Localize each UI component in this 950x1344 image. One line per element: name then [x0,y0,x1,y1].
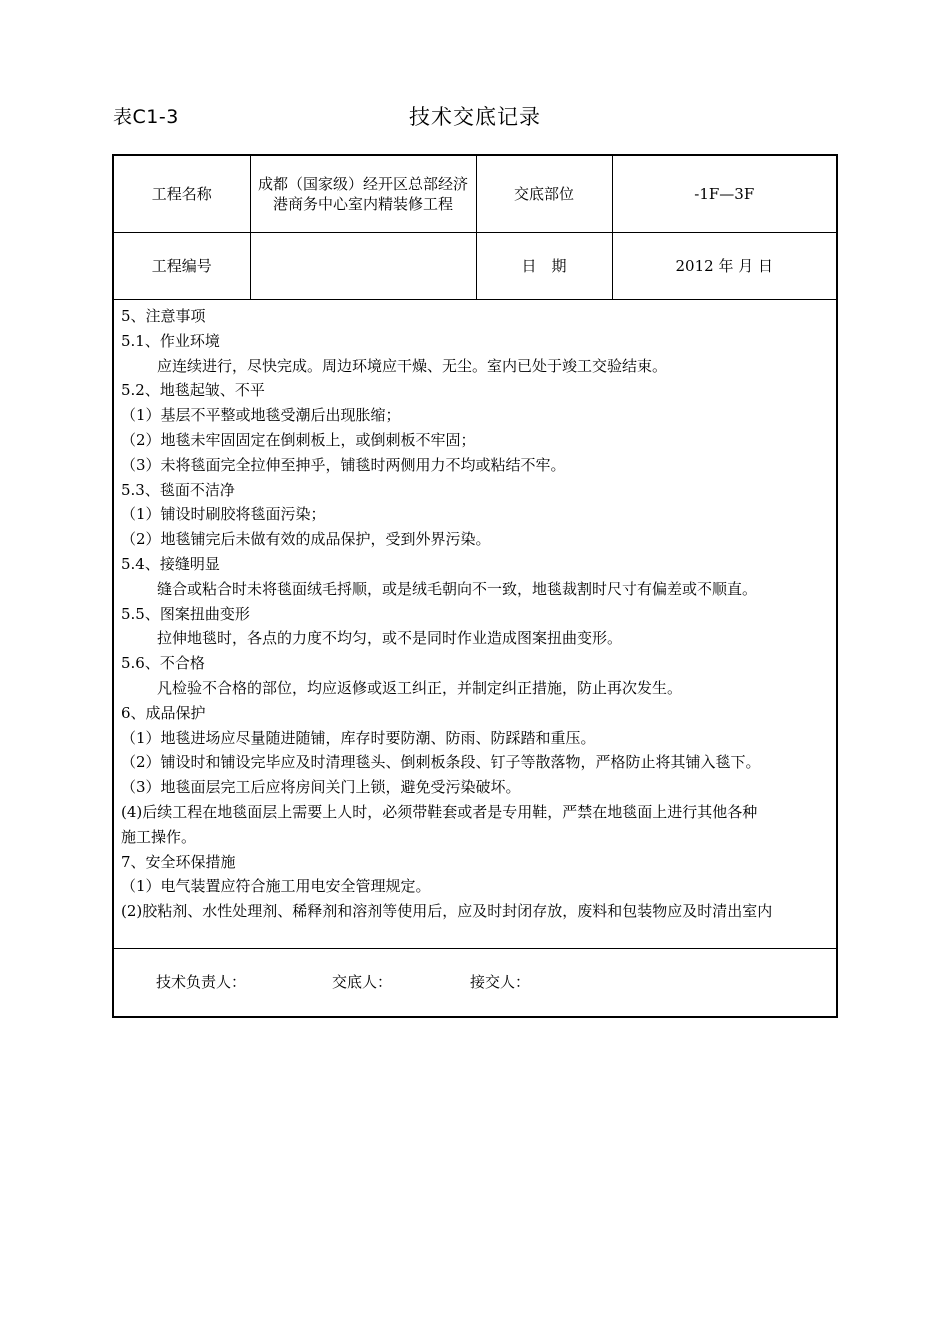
content-line: （3）地毯面层完工后应将房间关门上锁，避免受污染破坏。 [121,778,521,797]
location-label: 交底部位 [476,156,612,233]
content-line: 5.2、地毯起皱、不平 [121,381,265,400]
content-line: 5.1、作业环境 [121,331,220,350]
discloser-signature-label: 交底人： [332,973,393,991]
content-line: 施工操作。 [121,827,197,846]
content-line: 5.6、不合格 [121,654,205,673]
header-row-number [114,233,836,300]
document-title: 技术交底记录 [409,105,541,129]
content-line: （1）铺设时刷胶将毯面污染； [121,505,326,524]
project-name-value: 成都（国家级）经开区总部经济港商务中心室内精装修工程 [250,156,476,233]
content-line: （2）地毯未牢固固定在倒刺板上，或倒刺板不牢固； [121,430,476,449]
content-line: 应连续进行，尽快完成。周边环境应干燥、无尘。室内已处于竣工交验结束。 [157,356,668,375]
content-line: （3）未将毯面完全拉伸至抻乎，铺毯时两侧用力不均或粘结不牢。 [121,455,566,474]
header-table [114,156,836,300]
content-line: 6、成品保护 [121,703,206,722]
content-line: 7、安全环保措施 [121,852,236,871]
header-row-project [114,156,836,233]
date-label: 日 期 [476,233,612,300]
record-form [112,154,838,1018]
content-line: （2）铺设时和铺设完毕应及时清理毯头、倒刺板条段、钉子等散落物，严格防止将其铺入毯下。 [121,753,761,772]
content-line: 拉伸地毯时，各点的力度不均匀，或不是同时作业造成图案扭曲变形。 [157,629,623,648]
project-no-label: 工程编号 [114,233,250,300]
content-line: （2）地毯铺完后未做有效的成品保护，受到外界污染。 [121,530,491,549]
content-line: 5、注意事项 [121,307,206,325]
content-line: 5.3、毯面不洁净 [121,480,235,499]
disclosure-content [114,301,836,949]
form-code: 表C1-3 [113,106,179,128]
project-no-value [250,233,476,300]
content-line: 5.4、接缝明显 [121,554,220,573]
content-line: 缝合或粘合时未将毯面绒毛捋顺，或是绒毛朝向不一致，地毯裁割时尺寸有偏差或不顺直。 [157,579,758,598]
content-line: 5.5、图案扭曲变形 [121,604,250,623]
location-value: -1F—3F [612,156,836,233]
content-line: (2)胶粘剂、水性处理剂、稀释剂和溶剂等使用后，应及时封闭存放，废料和包装物应及时清出室内 [121,902,773,921]
content-line: 凡检验不合格的部位，均应返修或返工纠正，并制定纠正措施，防止再次发生。 [157,678,683,697]
tech-lead-signature-label: 技术负责人： [156,973,247,991]
content-line: (4)后续工程在地毯面层上需要上人时，必须带鞋套或者是专用鞋，严禁在地毯面上进行其他各种 [121,802,758,821]
project-name-label: 工程名称 [114,156,250,233]
receiver-signature-label: 接交人： [470,973,531,991]
content-line: （1）电气装置应符合施工用电安全管理规定。 [121,877,431,896]
date-value: 2012 年 月 日 [612,233,836,300]
content-line: （1）地毯进场应尽量随进随铺，库存时要防潮、防雨、防踩踏和重压。 [121,728,596,747]
content-line: （1）基层不平整或地毯受潮后出现胀缩； [121,406,401,425]
